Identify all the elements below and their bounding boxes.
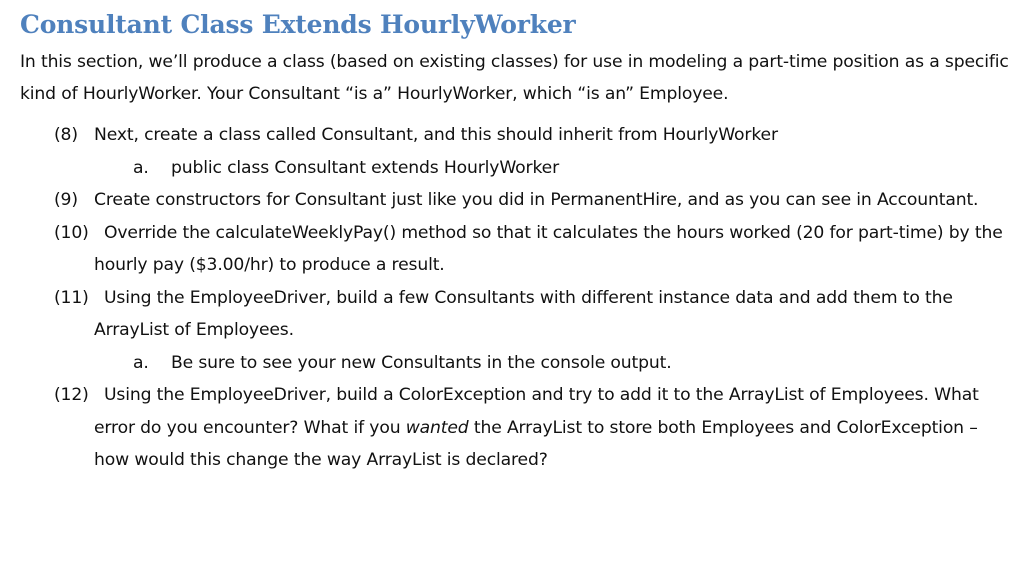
step-8 [20, 119, 1010, 152]
step-number: (12) [54, 385, 89, 405]
step-9 [20, 184, 1010, 217]
section-title: Consultant Class Extends HourlyWorker [20, 10, 576, 39]
step-text: Next, create a class called Consultant, and this should inherit from HourlyWorker [94, 125, 778, 145]
step-text-before: Using the EmployeeDriver, build a ColorException and try to add it to the ArrayList of Employees. What error do you encounter? What if you [94, 385, 979, 438]
step-number: (10) [54, 222, 89, 243]
step-text: Override the calculateWeeklyPay() method so that it calculates the hours worked (20 for part-time) by the hourly pay ($3.00/hr) to produce a result. [94, 222, 1003, 275]
step-text-after: the ArrayList to store both Employees and ColorException – how would this change the way ArrayList is declared? [94, 417, 978, 470]
step-list [20, 119, 1010, 477]
step-11 [20, 282, 1010, 347]
step-number: (8) [54, 125, 78, 145]
step-10 [20, 217, 1010, 282]
sub-text: public class Consultant extends HourlyWorker [171, 157, 559, 178]
step-number: (11) [54, 287, 89, 308]
step-12 [20, 379, 1010, 477]
intro-paragraph: In this section, we’ll produce a class (based on existing classes) for use in modeling a part-time position as a specific kind of HourlyWorker. Your Consultant “is a” HourlyWorker, which “is an” Employee. [20, 52, 1009, 104]
step-8-sub-a [20, 152, 1010, 185]
step-number: (9) [54, 190, 78, 210]
sub-letter: a. [133, 352, 149, 373]
step-text: Create constructors for Consultant just like you did in PermanentHire, and as you can see in Accountant. [94, 190, 979, 210]
step-11-sub-a [20, 347, 1010, 380]
sub-letter: a. [133, 157, 149, 178]
sub-text: Be sure to see your new Consultants in the console output. [171, 352, 672, 373]
document-page [20, 8, 1010, 477]
step-text: Using the EmployeeDriver, build a few Consultants with different instance data and add them to the ArrayList of Employees. [94, 287, 953, 340]
step-text-emphasis: wanted [405, 417, 469, 438]
